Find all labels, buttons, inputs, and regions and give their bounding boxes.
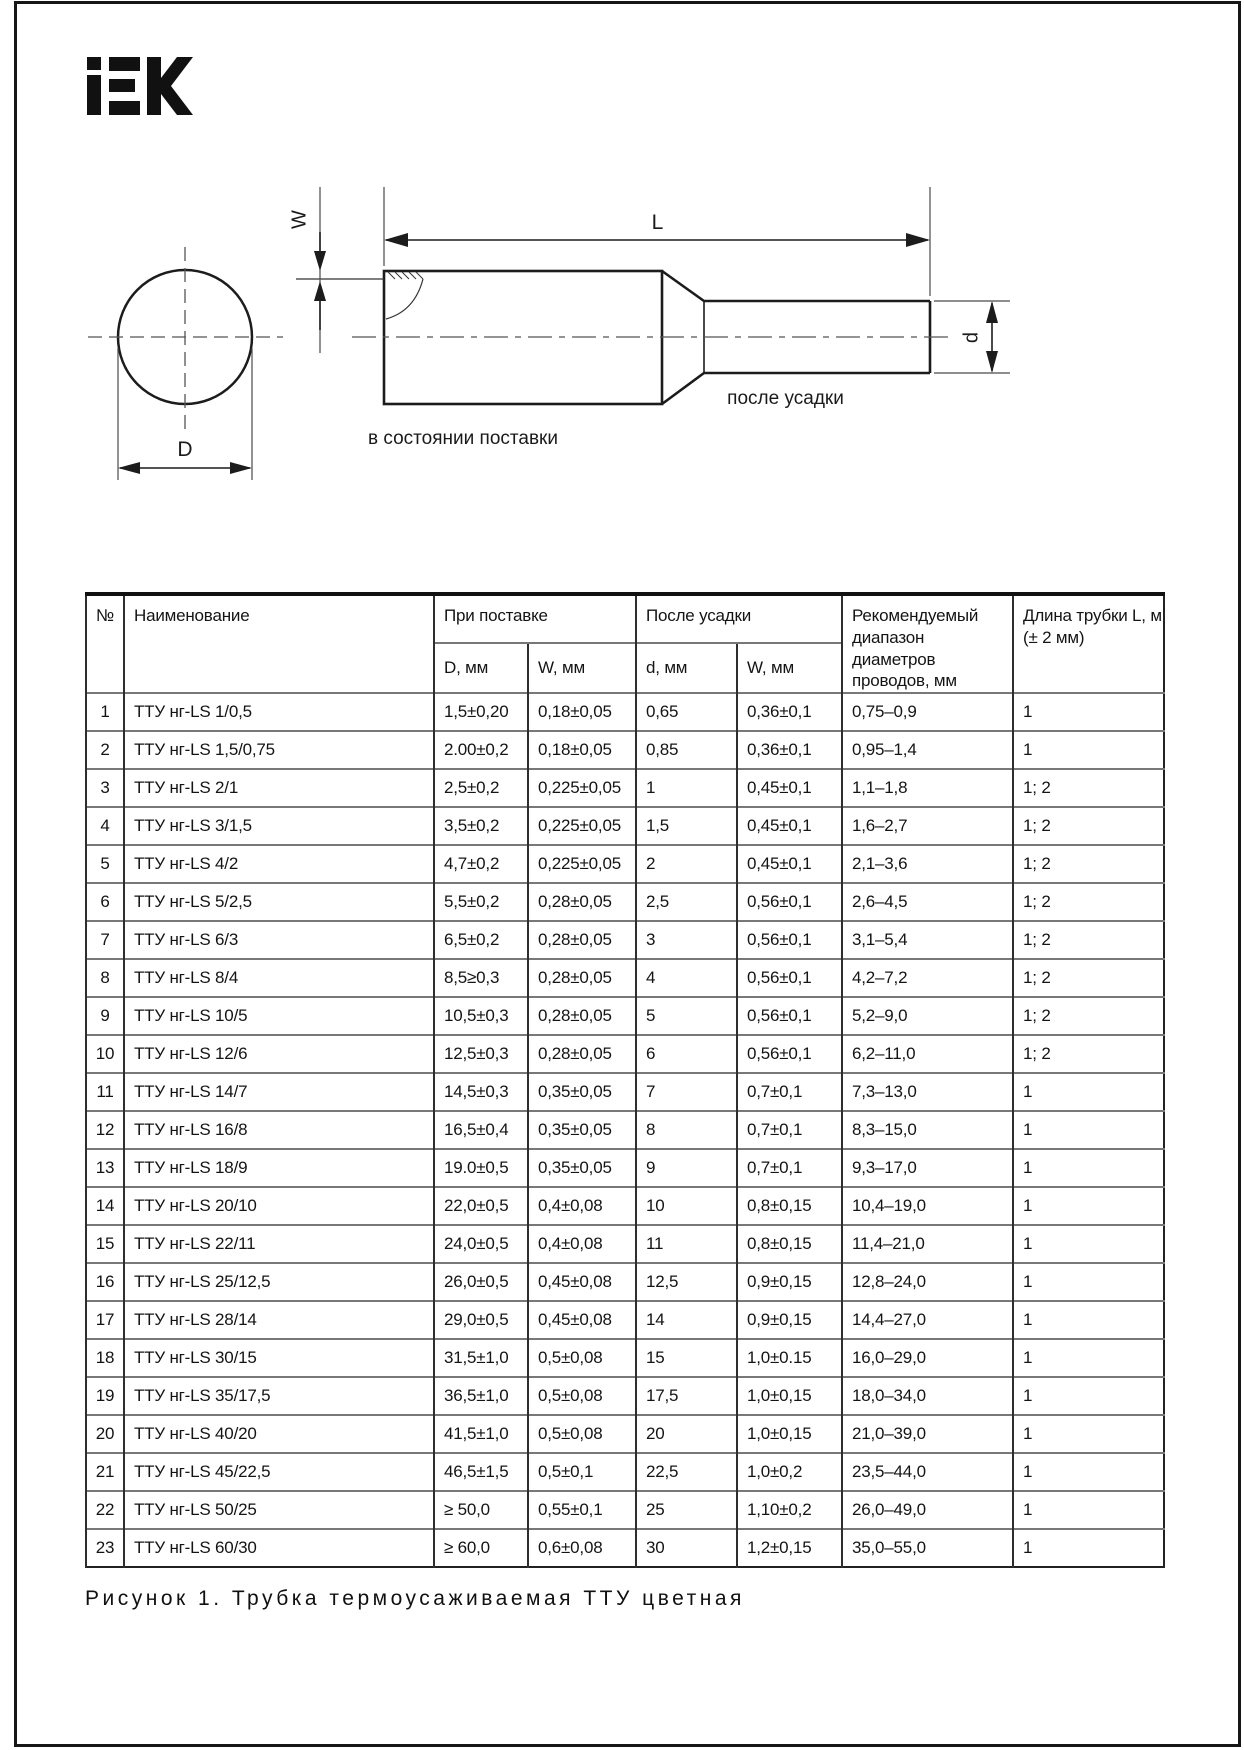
table-cell: 14 (636, 1301, 737, 1339)
table-cell: 0,56±0,1 (737, 997, 842, 1035)
table-row (86, 921, 1164, 959)
table-row (86, 1301, 1164, 1339)
table-cell: 4,7±0,2 (434, 845, 528, 883)
table-cell: 0,5±0,1 (528, 1453, 636, 1491)
table-cell: 0,75–0,9 (842, 693, 1013, 731)
table-cell: 11 (636, 1225, 737, 1263)
table-cell: 20 (636, 1415, 737, 1453)
table-cell: 1 (1013, 1415, 1164, 1453)
table-cell: 41,5±1,0 (434, 1415, 528, 1453)
table-cell: 6,5±0,2 (434, 921, 528, 959)
table-cell: 9,3–17,0 (842, 1149, 1013, 1187)
table-cell: 10 (86, 1035, 124, 1073)
table-cell: 0,56±0,1 (737, 1035, 842, 1073)
col-header-name: Наименование (124, 594, 434, 693)
table-cell: 0,5±0,08 (528, 1415, 636, 1453)
table-cell: 11 (86, 1073, 124, 1111)
table-cell: 1; 2 (1013, 959, 1164, 997)
table-cell: 0,35±0,05 (528, 1149, 636, 1187)
table-cell: 1 (1013, 1263, 1164, 1301)
w-arrow-up (314, 281, 326, 301)
small-d-arrow-down (986, 351, 998, 373)
col-header-supply: При поставке (434, 594, 636, 643)
table-cell: ТТУ нг-LS 1,5/0,75 (124, 731, 434, 769)
col-header-after-W: W, мм (737, 643, 842, 693)
table-cell: 9 (636, 1149, 737, 1187)
table-cell: 35,0–55,0 (842, 1529, 1013, 1567)
table-cell: 1; 2 (1013, 769, 1164, 807)
label-shrunk-d: d (960, 331, 983, 344)
table-cell: 0,225±0,05 (528, 769, 636, 807)
table-cell: 2,5±0,2 (434, 769, 528, 807)
table-row (86, 1529, 1164, 1567)
table-cell: ТТУ нг-LS 60/30 (124, 1529, 434, 1567)
table-cell: 1,0±0,15 (737, 1415, 842, 1453)
table-cell: 12,5 (636, 1263, 737, 1301)
table-row (86, 1149, 1164, 1187)
table-cell: 0,36±0,1 (737, 693, 842, 731)
table-cell: 10,5±0,3 (434, 997, 528, 1035)
table-cell: ТТУ нг-LS 2/1 (124, 769, 434, 807)
table-cell: 21 (86, 1453, 124, 1491)
table-cell: 0,28±0,05 (528, 997, 636, 1035)
table-cell: 0,4±0,08 (528, 1187, 636, 1225)
table-cell: 1; 2 (1013, 883, 1164, 921)
table-cell: 0,18±0,05 (528, 731, 636, 769)
table-cell: 1 (1013, 1301, 1164, 1339)
table-cell: 16,0–29,0 (842, 1339, 1013, 1377)
table-cell: 0,225±0,05 (528, 845, 636, 883)
table-cell: 1 (1013, 693, 1164, 731)
table-cell: 3,5±0,2 (434, 807, 528, 845)
table-cell: 6,2–11,0 (842, 1035, 1013, 1073)
tube-taper-top (662, 271, 930, 301)
col-header-after-d: d, мм (636, 643, 737, 693)
table-cell: 0,56±0,1 (737, 921, 842, 959)
table-cell: ТТУ нг-LS 30/15 (124, 1339, 434, 1377)
table-cell: ТТУ нг-LS 40/20 (124, 1415, 434, 1453)
l-arrow-left (384, 233, 408, 247)
label-diameter-D: D (177, 438, 193, 461)
table-row (86, 1073, 1164, 1111)
table-cell: 0,9±0,15 (737, 1263, 842, 1301)
spec-table (85, 592, 1165, 1568)
table-cell: 7 (636, 1073, 737, 1111)
table-cell: 0,85 (636, 731, 737, 769)
table-cell: ТТУ нг-LS 35/17,5 (124, 1377, 434, 1415)
table-cell: 1; 2 (1013, 997, 1164, 1035)
table-cell: 12,5±0,3 (434, 1035, 528, 1073)
table-cell: 0,45±0,1 (737, 769, 842, 807)
table-cell: 19.0±0,5 (434, 1149, 528, 1187)
table-cell: 15 (86, 1225, 124, 1263)
table-cell: ТТУ нг-LS 1/0,5 (124, 693, 434, 731)
table-cell: 14 (86, 1187, 124, 1225)
table-cell: 0,7±0,1 (737, 1073, 842, 1111)
table-cell: 0,225±0,05 (528, 807, 636, 845)
table-cell: 0,9±0,15 (737, 1301, 842, 1339)
table-cell: 7,3–13,0 (842, 1073, 1013, 1111)
table-cell: 2,6–4,5 (842, 883, 1013, 921)
small-d-arrow-up (986, 301, 998, 323)
label-supplied-state: в состоянии поставки (368, 428, 558, 449)
table-cell: 1; 2 (1013, 921, 1164, 959)
table-cell: 1,0±0.15 (737, 1339, 842, 1377)
d-arrow-right (230, 462, 252, 474)
table-cell: 6 (636, 1035, 737, 1073)
table-cell: 1; 2 (1013, 845, 1164, 883)
table-cell: 20 (86, 1415, 124, 1453)
table-cell: 22,5 (636, 1453, 737, 1491)
table-row (86, 1111, 1164, 1149)
table-cell: ≥ 60,0 (434, 1529, 528, 1567)
table-row (86, 1377, 1164, 1415)
table-cell: 1,1–1,8 (842, 769, 1013, 807)
table-cell: 0,7±0,1 (737, 1111, 842, 1149)
table-cell: 17,5 (636, 1377, 737, 1415)
label-after-shrink: после усадки (727, 388, 844, 409)
table-row (86, 1339, 1164, 1377)
table-cell: 10,4–19,0 (842, 1187, 1013, 1225)
table-cell: 0,45±0,08 (528, 1263, 636, 1301)
table-cell: 1,10±0,2 (737, 1491, 842, 1529)
table-cell: ТТУ нг-LS 18/9 (124, 1149, 434, 1187)
table-cell: 5 (636, 997, 737, 1035)
table-cell: 0,28±0,05 (528, 959, 636, 997)
col-header-supply-D: D, мм (434, 643, 528, 693)
table-cell: ТТУ нг-LS 50/25 (124, 1491, 434, 1529)
table-row (86, 769, 1164, 807)
table-row (86, 1263, 1164, 1301)
table-cell: 0,65 (636, 693, 737, 731)
table-cell: 1 (1013, 1225, 1164, 1263)
table-cell: 4,2–7,2 (842, 959, 1013, 997)
col-header-num: № (86, 594, 124, 693)
table-cell: 0,8±0,15 (737, 1187, 842, 1225)
table-cell: 31,5±1,0 (434, 1339, 528, 1377)
table-cell: 0,55±0,1 (528, 1491, 636, 1529)
col-header-range: Рекомендуемый диапазон диаметров проводов, мм (842, 594, 1013, 693)
table-cell: 1 (86, 693, 124, 731)
figure-caption: Рисунок 1. Трубка термоусаживаемая ТТУ цветная (85, 1587, 745, 1610)
table-cell: 0,18±0,05 (528, 693, 636, 731)
table-cell: 18,0–34,0 (842, 1377, 1013, 1415)
table-cell: ТТУ нг-LS 5/2,5 (124, 883, 434, 921)
table-cell: 2,1–3,6 (842, 845, 1013, 883)
table-cell: 46,5±1,5 (434, 1453, 528, 1491)
table-cell: 8 (86, 959, 124, 997)
table-cell: 24,0±0,5 (434, 1225, 528, 1263)
table-cell: 23 (86, 1529, 124, 1567)
table-cell: 36,5±1,0 (434, 1377, 528, 1415)
table-row (86, 997, 1164, 1035)
table-cell: ≥ 50,0 (434, 1491, 528, 1529)
table-cell: 26,0–49,0 (842, 1491, 1013, 1529)
table-cell: ТТУ нг-LS 8/4 (124, 959, 434, 997)
table-cell: ТТУ нг-LS 3/1,5 (124, 807, 434, 845)
table-cell: 1 (1013, 1491, 1164, 1529)
table-cell: ТТУ нг-LS 12/6 (124, 1035, 434, 1073)
table-cell: 2 (636, 845, 737, 883)
table-cell: 10 (636, 1187, 737, 1225)
table-cell: 12 (86, 1111, 124, 1149)
table-cell: 21,0–39,0 (842, 1415, 1013, 1453)
table-row (86, 845, 1164, 883)
table-cell: 1; 2 (1013, 1035, 1164, 1073)
table-cell: 0,28±0,05 (528, 921, 636, 959)
col-header-length: Длина трубки L, м (± 2 мм) (1013, 594, 1164, 693)
table-cell: 4 (636, 959, 737, 997)
table-cell: ТТУ нг-LS 16/8 (124, 1111, 434, 1149)
table-cell: 18 (86, 1339, 124, 1377)
table-row (86, 959, 1164, 997)
table-cell: 8,5≥0,3 (434, 959, 528, 997)
table-cell: 14,4–27,0 (842, 1301, 1013, 1339)
col-header-after: После усадки (636, 594, 842, 643)
table-cell: 8,3–15,0 (842, 1111, 1013, 1149)
table-cell: 0,45±0,1 (737, 807, 842, 845)
table-cell: ТТУ нг-LS 14/7 (124, 1073, 434, 1111)
table-cell: 3 (636, 921, 737, 959)
table-cell: 1 (1013, 1149, 1164, 1187)
table-cell: 0,56±0,1 (737, 959, 842, 997)
table-row (86, 731, 1164, 769)
table-cell: 1; 2 (1013, 807, 1164, 845)
table-cell: 5 (86, 845, 124, 883)
table-cell: 1 (636, 769, 737, 807)
table-cell: 19 (86, 1377, 124, 1415)
table-cell: 0,35±0,05 (528, 1073, 636, 1111)
table-cell: 14,5±0,3 (434, 1073, 528, 1111)
table-row (86, 1491, 1164, 1529)
label-length-L: L (651, 211, 664, 234)
table-cell: 1 (1013, 1073, 1164, 1111)
table-cell: 1,2±0,15 (737, 1529, 842, 1567)
table-cell: 0,5±0,08 (528, 1339, 636, 1377)
table-cell: 5,2–9,0 (842, 997, 1013, 1035)
table-cell: 22,0±0,5 (434, 1187, 528, 1225)
table-cell: 0,7±0,1 (737, 1149, 842, 1187)
table-cell: 2.00±0,2 (434, 731, 528, 769)
table-cell: 0,28±0,05 (528, 883, 636, 921)
table-row (86, 1035, 1164, 1073)
table-cell: ТТУ нг-LS 10/5 (124, 997, 434, 1035)
table-cell: ТТУ нг-LS 20/10 (124, 1187, 434, 1225)
table-cell: 0,45±0,08 (528, 1301, 636, 1339)
table-cell: 1,0±0,2 (737, 1453, 842, 1491)
table-cell: 7 (86, 921, 124, 959)
table-cell: ТТУ нг-LS 28/14 (124, 1301, 434, 1339)
table-cell: ТТУ нг-LS 45/22,5 (124, 1453, 434, 1491)
table-cell: 1 (1013, 1111, 1164, 1149)
table-cell: 29,0±0,5 (434, 1301, 528, 1339)
header-row-1 (86, 594, 1164, 643)
table-cell: 1 (1013, 1339, 1164, 1377)
table-cell: 1 (1013, 1377, 1164, 1415)
table-cell: 1,6–2,7 (842, 807, 1013, 845)
table-cell: 6 (86, 883, 124, 921)
table-cell: ТТУ нг-LS 6/3 (124, 921, 434, 959)
d-arrow-left (118, 462, 140, 474)
table-cell: 3 (86, 769, 124, 807)
table-cell: 22 (86, 1491, 124, 1529)
table-row (86, 883, 1164, 921)
table-cell: 9 (86, 997, 124, 1035)
table-cell: ТТУ нг-LS 22/11 (124, 1225, 434, 1263)
table-cell: 0,36±0,1 (737, 731, 842, 769)
label-wall-W: W (288, 210, 311, 229)
table-cell: 11,4–21,0 (842, 1225, 1013, 1263)
table-row (86, 1187, 1164, 1225)
table-cell: 30 (636, 1529, 737, 1567)
table-cell: ТТУ нг-LS 4/2 (124, 845, 434, 883)
table-cell: 1 (1013, 1453, 1164, 1491)
table-row (86, 1415, 1164, 1453)
table-cell: 16 (86, 1263, 124, 1301)
table-cell: 0,5±0,08 (528, 1377, 636, 1415)
table-cell: 8 (636, 1111, 737, 1149)
table-cell: 1,0±0,15 (737, 1377, 842, 1415)
table-cell: 4 (86, 807, 124, 845)
table-cell: 0,35±0,05 (528, 1111, 636, 1149)
table-cell: 0,6±0,08 (528, 1529, 636, 1567)
table-cell: 2 (86, 731, 124, 769)
table-cell: 0,28±0,05 (528, 1035, 636, 1073)
table-cell: ТТУ нг-LS 25/12,5 (124, 1263, 434, 1301)
table-row (86, 807, 1164, 845)
table-cell: 2,5 (636, 883, 737, 921)
table-body (86, 693, 1164, 1567)
table-cell: 17 (86, 1301, 124, 1339)
table-cell: 0,8±0,15 (737, 1225, 842, 1263)
technical-drawing (0, 0, 1244, 560)
table-cell: 0,56±0,1 (737, 883, 842, 921)
table-cell: 3,1–5,4 (842, 921, 1013, 959)
table-cell: 23,5–44,0 (842, 1453, 1013, 1491)
table-cell: 5,5±0,2 (434, 883, 528, 921)
l-arrow-right (906, 233, 930, 247)
table-cell: 13 (86, 1149, 124, 1187)
table-row (86, 693, 1164, 731)
table-row (86, 1225, 1164, 1263)
table-cell: 12,8–24,0 (842, 1263, 1013, 1301)
table-cell: 1 (1013, 1187, 1164, 1225)
table-cell: 16,5±0,4 (434, 1111, 528, 1149)
table-cell: 26,0±0,5 (434, 1263, 528, 1301)
table-cell: 15 (636, 1339, 737, 1377)
table-cell: 0,45±0,1 (737, 845, 842, 883)
table-cell: 0,4±0,08 (528, 1225, 636, 1263)
table-cell: 1,5 (636, 807, 737, 845)
table-cell: 1 (1013, 1529, 1164, 1567)
w-arrow-down (314, 251, 326, 271)
table-cell: 25 (636, 1491, 737, 1529)
table-row (86, 1453, 1164, 1491)
table-cell: 1,5±0,20 (434, 693, 528, 731)
table-cell: 0,95–1,4 (842, 731, 1013, 769)
table-cell: 1 (1013, 731, 1164, 769)
col-header-supply-W: W, мм (528, 643, 636, 693)
